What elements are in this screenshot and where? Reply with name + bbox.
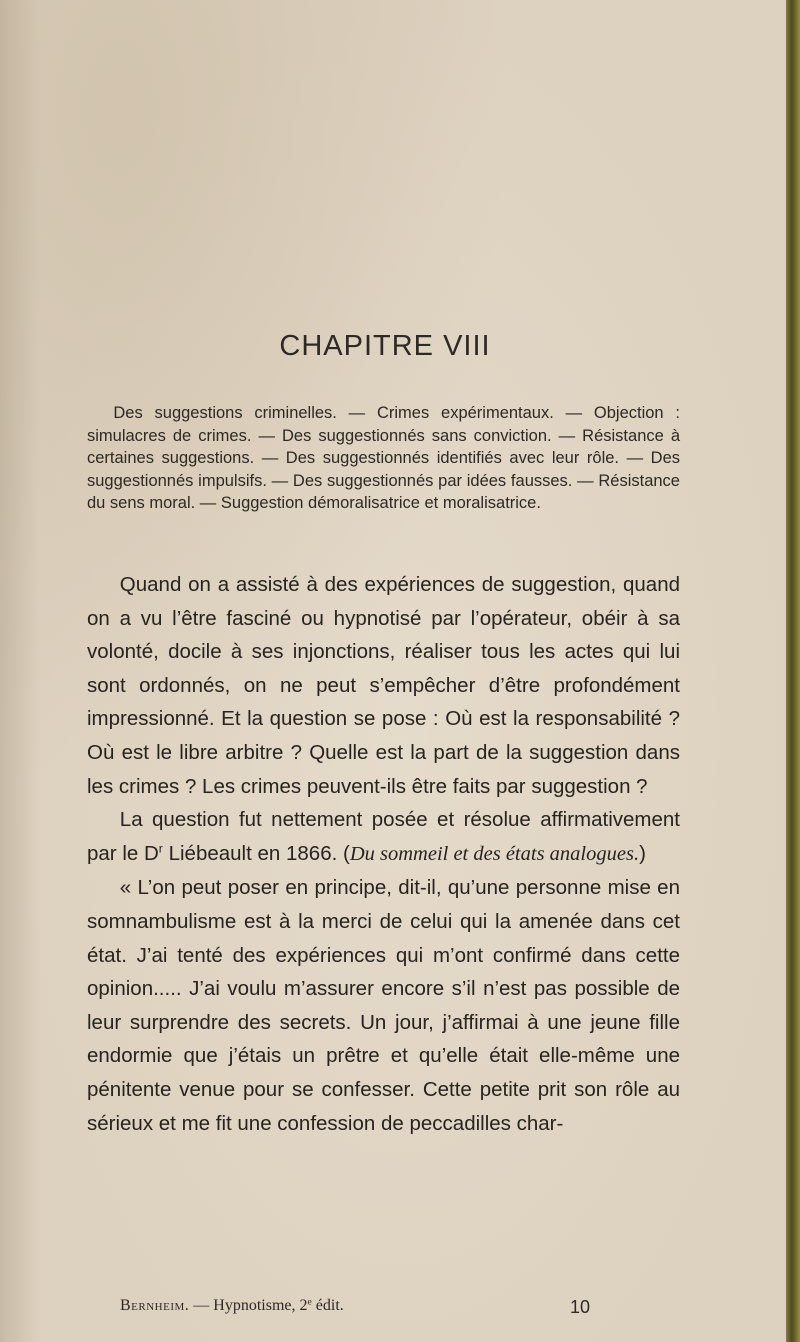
paragraph-3: « L’on peut poser en principe, dit-il, qu’une personne mise en somnambulisme est à la merci de celui qui la amenée dans cet état. J’ai tenté des expériences qui m’ont confirmé dans cette opinion..... J’ai voulu m’assurer encore s’il n’est pas possible de leur surprendre des secrets. Un jour, j’affirmai à une jeune fille endormie que j’étais un prêtre et qu’elle était elle-même une pénitente venue pour se confesser. Cette petite prit son rôle au sérieux et me fit une confession de peccadilles char- (87, 876, 680, 1135)
chapter-summary: Des suggestions criminelles. — Crimes expérimentaux. — Objection : simulacres de crimes. — Des suggestionnés sans conviction. — Résistance à certaines suggestions. — Des suggestionnés identifiés avec leur rôle. — Des suggestionnés impulsifs. — Des suggestionnés par idées fausses. — Résistance du sens moral. — Suggestion démoralisatrice et moralisatrice. (87, 404, 680, 512)
footer-edition-suffix: édit. (311, 1297, 344, 1314)
paragraph-2-text-after: Liébeault en 1866. ( (162, 841, 350, 865)
page-shadow (0, 0, 40, 1342)
paragraph-1: Quand on a assisté à des expériences de suggestion, quand on a vu l’être fasciné ou hypnotisé par l’opérateur, obéir à sa volonté, docile à ses injonctions, réaliser tous les actes qui lui sont ordonnés, on ne peut s’empêcher d’être profondément impressionné. Et la question se pose : Où est la responsabilité ? Où est le libre arbitre ? Quelle est la part de la suggestion dans les crimes ? Les crimes peuvent-ils être faits par suggestion ? (87, 573, 680, 798)
paragraph-2 (87, 803, 680, 871)
paragraph-2-text: La question fut nettement posée et résolue affirmativement par le D (87, 808, 680, 865)
paragraph-2-close: ) (639, 841, 646, 865)
chapter-title: CHAPITRE VIII (279, 330, 491, 362)
page-number: 10 (569, 1297, 590, 1317)
page-edge (786, 0, 800, 1342)
book-title-citation: Du sommeil et des états analogues. (349, 842, 640, 865)
paragraph-2-sup: r (158, 841, 163, 856)
footer-edition-sup: e (307, 1296, 312, 1308)
footer-reference: — Hypnotisme, 2 (189, 1297, 308, 1314)
footer-author: Bernheim. (120, 1297, 190, 1314)
page-footer (120, 1297, 590, 1315)
body-text (87, 568, 680, 1140)
